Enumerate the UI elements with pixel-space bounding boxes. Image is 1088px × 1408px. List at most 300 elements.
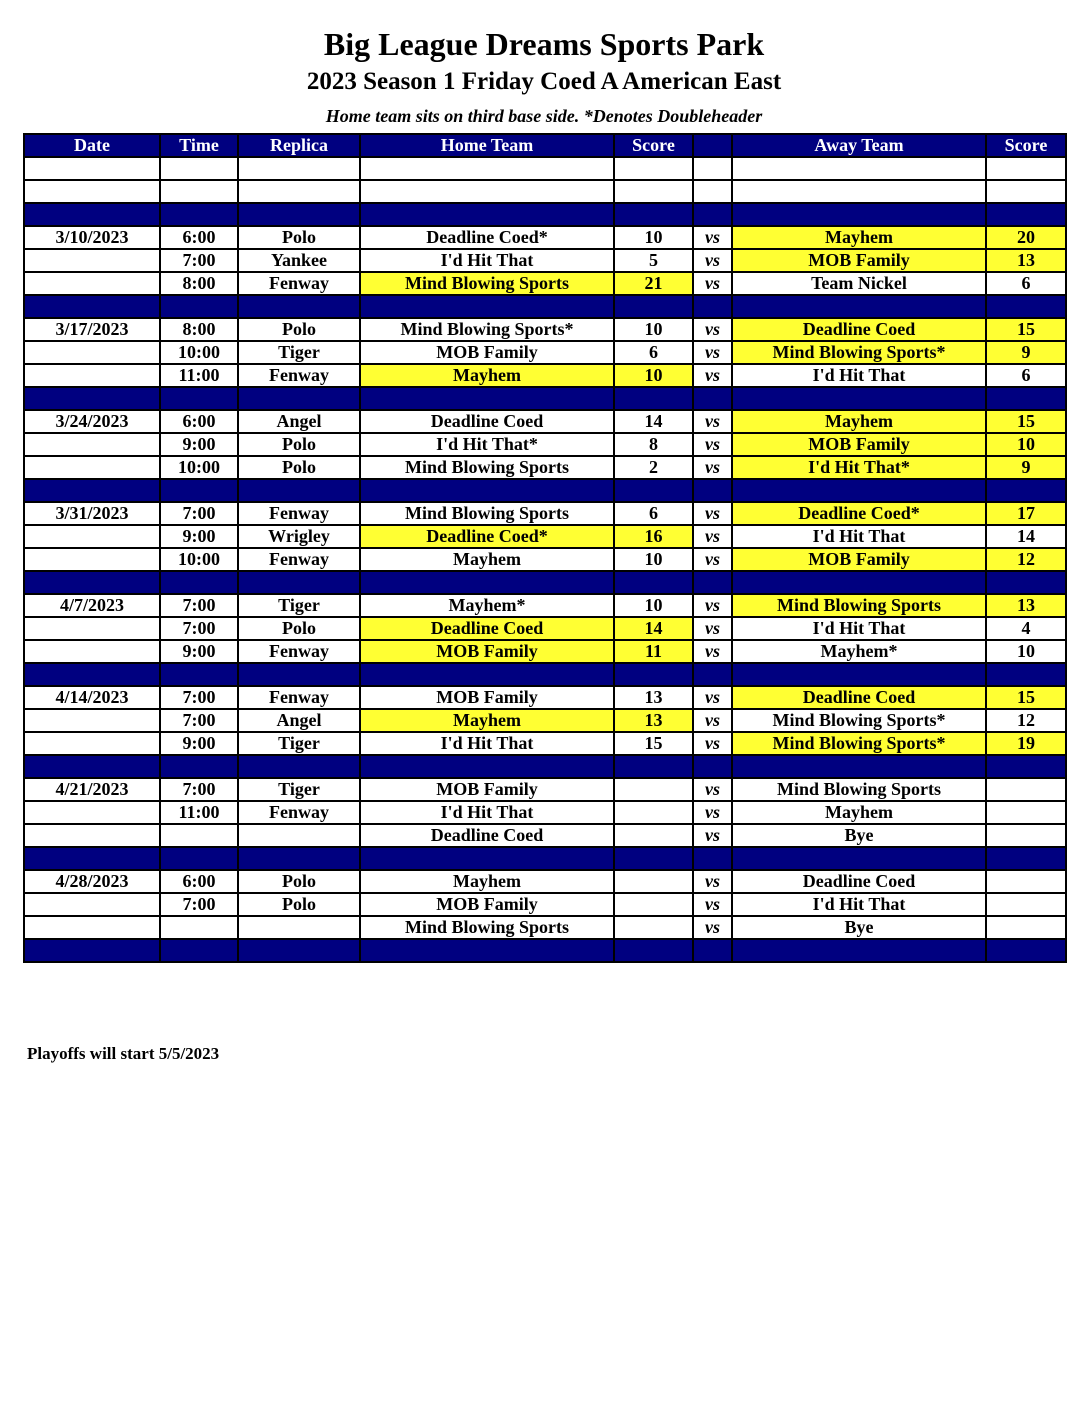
away-score-cell <box>986 801 1066 824</box>
separator-cell <box>614 387 693 410</box>
away-score-cell: 14 <box>986 525 1066 548</box>
away-score-cell: 13 <box>986 594 1066 617</box>
date-cell <box>24 364 160 387</box>
table-row <box>24 548 1066 571</box>
playoffs-note: Playoffs will start 5/5/2023 <box>27 1044 220 1063</box>
home-score-cell: 14 <box>614 410 693 433</box>
blank-cell <box>360 180 614 203</box>
away-team-cell: Mayhem* <box>732 640 986 663</box>
date-cell: 3/24/2023 <box>24 410 160 433</box>
vs-cell: vs <box>693 249 732 272</box>
blank-cell <box>238 180 360 203</box>
date-cell: 4/7/2023 <box>24 594 160 617</box>
away-team-cell: Team Nickel <box>732 272 986 295</box>
separator-cell <box>614 939 693 962</box>
replica-cell: Yankee <box>238 249 360 272</box>
col-header-vs <box>693 134 732 157</box>
separator-cell <box>238 663 360 686</box>
separator-cell <box>986 939 1066 962</box>
replica-cell: Fenway <box>238 686 360 709</box>
time-cell: 6:00 <box>160 226 238 249</box>
separator-cell <box>614 755 693 778</box>
separator-cell <box>986 387 1066 410</box>
table-row <box>24 341 1066 364</box>
date-cell <box>24 801 160 824</box>
table-row <box>24 433 1066 456</box>
away-team-cell: I'd Hit That <box>732 617 986 640</box>
date-cell <box>24 617 160 640</box>
replica-cell <box>238 824 360 847</box>
col-header-date: Date <box>24 134 160 157</box>
date-cell: 4/21/2023 <box>24 778 160 801</box>
vs-cell: vs <box>693 318 732 341</box>
col-header-home-score: Score <box>614 134 693 157</box>
separator-cell <box>238 755 360 778</box>
home-score-cell: 16 <box>614 525 693 548</box>
date-cell: 3/17/2023 <box>24 318 160 341</box>
separator-row <box>24 571 1066 594</box>
home-score-cell <box>614 801 693 824</box>
separator-cell <box>732 295 986 318</box>
separator-cell <box>693 295 732 318</box>
replica-cell: Polo <box>238 318 360 341</box>
table-row <box>24 870 1066 893</box>
home-team-cell: Deadline Coed* <box>360 226 614 249</box>
table-row <box>24 732 1066 755</box>
away-team-cell: Mind Blowing Sports* <box>732 732 986 755</box>
away-team-cell: Bye <box>732 824 986 847</box>
vs-cell: vs <box>693 548 732 571</box>
away-team-cell: I'd Hit That <box>732 525 986 548</box>
separator-cell <box>160 387 238 410</box>
time-cell: 10:00 <box>160 548 238 571</box>
separator-cell <box>238 387 360 410</box>
separator-cell <box>360 295 614 318</box>
separator-cell <box>693 847 732 870</box>
separator-cell <box>238 939 360 962</box>
time-cell: 7:00 <box>160 617 238 640</box>
separator-cell <box>238 479 360 502</box>
vs-cell: vs <box>693 686 732 709</box>
date-cell <box>24 341 160 364</box>
home-score-cell: 21 <box>614 272 693 295</box>
home-score-cell <box>614 870 693 893</box>
replica-cell: Polo <box>238 893 360 916</box>
separator-cell <box>986 295 1066 318</box>
away-team-cell: Bye <box>732 916 986 939</box>
home-team-cell: Mind Blowing Sports <box>360 916 614 939</box>
vs-cell: vs <box>693 341 732 364</box>
time-cell: 11:00 <box>160 801 238 824</box>
home-team-cell: Mayhem <box>360 709 614 732</box>
date-cell <box>24 824 160 847</box>
col-header-home-team: Home Team <box>360 134 614 157</box>
time-cell: 9:00 <box>160 732 238 755</box>
separator-cell <box>693 387 732 410</box>
time-cell: 10:00 <box>160 341 238 364</box>
date-cell <box>24 249 160 272</box>
home-team-cell: MOB Family <box>360 893 614 916</box>
replica-cell: Tiger <box>238 341 360 364</box>
blank-cell <box>238 157 360 180</box>
away-team-cell: MOB Family <box>732 433 986 456</box>
table-row <box>24 594 1066 617</box>
date-cell: 4/28/2023 <box>24 870 160 893</box>
home-score-cell: 6 <box>614 502 693 525</box>
vs-cell: vs <box>693 824 732 847</box>
away-team-cell: MOB Family <box>732 548 986 571</box>
away-team-cell: Mayhem <box>732 226 986 249</box>
separator-cell <box>732 663 986 686</box>
vs-cell: vs <box>693 617 732 640</box>
blank-cell <box>732 180 986 203</box>
home-team-cell: Mind Blowing Sports* <box>360 318 614 341</box>
time-cell: 8:00 <box>160 272 238 295</box>
date-cell: 3/31/2023 <box>24 502 160 525</box>
table-row <box>24 824 1066 847</box>
away-score-cell: 15 <box>986 410 1066 433</box>
away-score-cell <box>986 916 1066 939</box>
separator-row <box>24 479 1066 502</box>
home-score-cell <box>614 893 693 916</box>
col-header-time: Time <box>160 134 238 157</box>
vs-cell: vs <box>693 870 732 893</box>
date-cell <box>24 272 160 295</box>
date-cell <box>24 456 160 479</box>
time-cell: 7:00 <box>160 709 238 732</box>
away-team-cell: I'd Hit That <box>732 893 986 916</box>
date-cell <box>24 709 160 732</box>
date-cell <box>24 640 160 663</box>
vs-cell: vs <box>693 226 732 249</box>
separator-cell <box>24 755 160 778</box>
vs-cell: vs <box>693 502 732 525</box>
replica-cell: Fenway <box>238 548 360 571</box>
home-score-cell: 5 <box>614 249 693 272</box>
separator-cell <box>693 479 732 502</box>
date-cell <box>24 916 160 939</box>
table-row <box>24 617 1066 640</box>
table-row <box>24 410 1066 433</box>
replica-cell: Fenway <box>238 502 360 525</box>
time-cell: 9:00 <box>160 640 238 663</box>
replica-cell: Polo <box>238 456 360 479</box>
time-cell: 8:00 <box>160 318 238 341</box>
separator-cell <box>24 387 160 410</box>
time-cell: 7:00 <box>160 686 238 709</box>
table-row <box>24 364 1066 387</box>
blank-row <box>24 157 1066 180</box>
time-cell <box>160 916 238 939</box>
vs-cell: vs <box>693 893 732 916</box>
table-header-row <box>24 134 1066 157</box>
time-cell: 7:00 <box>160 893 238 916</box>
separator-cell <box>986 203 1066 226</box>
table-row <box>24 893 1066 916</box>
home-team-cell: Mayhem <box>360 870 614 893</box>
blank-cell <box>160 157 238 180</box>
replica-cell: Polo <box>238 433 360 456</box>
replica-cell: Polo <box>238 617 360 640</box>
vs-cell: vs <box>693 640 732 663</box>
col-header-away-team: Away Team <box>732 134 986 157</box>
away-score-cell: 15 <box>986 318 1066 341</box>
away-score-cell: 12 <box>986 548 1066 571</box>
home-team-cell: I'd Hit That <box>360 249 614 272</box>
table-row <box>24 502 1066 525</box>
separator-cell <box>732 755 986 778</box>
separator-cell <box>160 939 238 962</box>
vs-cell: vs <box>693 732 732 755</box>
vs-cell: vs <box>693 364 732 387</box>
away-score-cell: 4 <box>986 617 1066 640</box>
separator-cell <box>160 663 238 686</box>
table-row <box>24 916 1066 939</box>
separator-cell <box>160 755 238 778</box>
vs-cell: vs <box>693 433 732 456</box>
replica-cell: Angel <box>238 410 360 433</box>
date-cell <box>24 732 160 755</box>
schedule-note: Home team sits on third base side. *Denotes Doubleheader <box>325 106 763 126</box>
away-team-cell: Mind Blowing Sports* <box>732 341 986 364</box>
away-score-cell: 20 <box>986 226 1066 249</box>
separator-cell <box>986 755 1066 778</box>
away-score-cell <box>986 778 1066 801</box>
table-row <box>24 226 1066 249</box>
time-cell: 11:00 <box>160 364 238 387</box>
away-team-cell: Deadline Coed <box>732 686 986 709</box>
away-score-cell: 6 <box>986 364 1066 387</box>
blank-cell <box>360 157 614 180</box>
replica-cell: Tiger <box>238 594 360 617</box>
home-team-cell: Mayhem <box>360 548 614 571</box>
home-team-cell: Deadline Coed <box>360 617 614 640</box>
vs-cell: vs <box>693 272 732 295</box>
home-score-cell: 2 <box>614 456 693 479</box>
separator-cell <box>238 203 360 226</box>
time-cell: 7:00 <box>160 502 238 525</box>
separator-cell <box>24 663 160 686</box>
away-score-cell: 17 <box>986 502 1066 525</box>
away-score-cell: 10 <box>986 433 1066 456</box>
home-team-cell: I'd Hit That <box>360 801 614 824</box>
home-score-cell: 11 <box>614 640 693 663</box>
home-team-cell: Deadline Coed <box>360 824 614 847</box>
away-team-cell: Mind Blowing Sports <box>732 594 986 617</box>
vs-cell: vs <box>693 525 732 548</box>
time-cell: 9:00 <box>160 525 238 548</box>
away-team-cell: Mayhem <box>732 801 986 824</box>
home-team-cell: Mind Blowing Sports <box>360 272 614 295</box>
away-team-cell: MOB Family <box>732 249 986 272</box>
separator-cell <box>614 847 693 870</box>
blank-cell <box>160 180 238 203</box>
home-score-cell: 8 <box>614 433 693 456</box>
replica-cell: Fenway <box>238 364 360 387</box>
separator-cell <box>24 479 160 502</box>
home-team-cell: Mayhem <box>360 364 614 387</box>
col-header-replica: Replica <box>238 134 360 157</box>
replica-cell: Tiger <box>238 778 360 801</box>
away-score-cell: 15 <box>986 686 1066 709</box>
separator-cell <box>614 663 693 686</box>
date-cell <box>24 893 160 916</box>
time-cell: 6:00 <box>160 410 238 433</box>
separator-cell <box>360 755 614 778</box>
home-score-cell <box>614 916 693 939</box>
separator-cell <box>732 571 986 594</box>
page-title: Big League Dreams Sports Park <box>323 26 765 62</box>
home-team-cell: MOB Family <box>360 686 614 709</box>
blank-cell <box>614 180 693 203</box>
time-cell: 7:00 <box>160 778 238 801</box>
separator-cell <box>360 663 614 686</box>
date-cell <box>24 525 160 548</box>
separator-cell <box>360 939 614 962</box>
replica-cell: Fenway <box>238 640 360 663</box>
home-team-cell: Mind Blowing Sports <box>360 502 614 525</box>
table-row <box>24 686 1066 709</box>
replica-cell: Fenway <box>238 272 360 295</box>
separator-cell <box>614 571 693 594</box>
away-score-cell <box>986 824 1066 847</box>
separator-cell <box>24 203 160 226</box>
separator-cell <box>614 203 693 226</box>
separator-cell <box>160 295 238 318</box>
replica-cell: Polo <box>238 870 360 893</box>
replica-cell: Wrigley <box>238 525 360 548</box>
separator-row <box>24 387 1066 410</box>
separator-cell <box>693 203 732 226</box>
table-row <box>24 318 1066 341</box>
away-team-cell: Deadline Coed* <box>732 502 986 525</box>
table-row <box>24 778 1066 801</box>
blank-cell <box>986 180 1066 203</box>
col-header-away-score: Score <box>986 134 1066 157</box>
separator-cell <box>693 571 732 594</box>
table-row <box>24 249 1066 272</box>
separator-cell <box>238 571 360 594</box>
separator-cell <box>732 939 986 962</box>
vs-cell: vs <box>693 594 732 617</box>
separator-row <box>24 295 1066 318</box>
separator-cell <box>732 479 986 502</box>
home-team-cell: MOB Family <box>360 341 614 364</box>
away-score-cell <box>986 870 1066 893</box>
blank-cell <box>693 180 732 203</box>
blank-cell <box>24 157 160 180</box>
home-score-cell: 10 <box>614 318 693 341</box>
time-cell: 9:00 <box>160 433 238 456</box>
home-score-cell: 10 <box>614 364 693 387</box>
vs-cell: vs <box>693 916 732 939</box>
home-score-cell: 6 <box>614 341 693 364</box>
separator-cell <box>732 387 986 410</box>
table-row <box>24 525 1066 548</box>
separator-cell <box>732 203 986 226</box>
blank-cell <box>986 157 1066 180</box>
away-score-cell: 13 <box>986 249 1066 272</box>
separator-cell <box>614 295 693 318</box>
blank-row <box>24 180 1066 203</box>
home-score-cell: 13 <box>614 686 693 709</box>
away-score-cell: 6 <box>986 272 1066 295</box>
separator-cell <box>24 847 160 870</box>
vs-cell: vs <box>693 801 732 824</box>
blank-cell <box>732 157 986 180</box>
table-row <box>24 456 1066 479</box>
away-team-cell: I'd Hit That <box>732 364 986 387</box>
time-cell: 7:00 <box>160 249 238 272</box>
separator-row <box>24 939 1066 962</box>
separator-cell <box>24 571 160 594</box>
time-cell: 7:00 <box>160 594 238 617</box>
home-team-cell: MOB Family <box>360 778 614 801</box>
separator-cell <box>693 755 732 778</box>
separator-cell <box>986 571 1066 594</box>
separator-cell <box>614 479 693 502</box>
table-row <box>24 272 1066 295</box>
home-score-cell <box>614 824 693 847</box>
away-team-cell: Mind Blowing Sports* <box>732 709 986 732</box>
replica-cell: Angel <box>238 709 360 732</box>
table-row <box>24 640 1066 663</box>
separator-cell <box>360 203 614 226</box>
away-score-cell: 12 <box>986 709 1066 732</box>
schedule-body <box>24 157 1066 962</box>
away-score-cell: 9 <box>986 456 1066 479</box>
vs-cell: vs <box>693 410 732 433</box>
table-row <box>24 709 1066 732</box>
home-team-cell: Mayhem* <box>360 594 614 617</box>
blank-cell <box>614 157 693 180</box>
separator-cell <box>160 203 238 226</box>
separator-cell <box>360 571 614 594</box>
vs-cell: vs <box>693 456 732 479</box>
home-score-cell: 10 <box>614 548 693 571</box>
home-score-cell: 13 <box>614 709 693 732</box>
away-team-cell: Deadline Coed <box>732 318 986 341</box>
separator-cell <box>693 939 732 962</box>
separator-cell <box>160 479 238 502</box>
away-team-cell: Deadline Coed <box>732 870 986 893</box>
replica-cell: Polo <box>238 226 360 249</box>
separator-cell <box>986 847 1066 870</box>
separator-cell <box>360 847 614 870</box>
separator-row <box>24 847 1066 870</box>
replica-cell <box>238 916 360 939</box>
separator-cell <box>238 847 360 870</box>
date-cell <box>24 433 160 456</box>
away-team-cell: I'd Hit That* <box>732 456 986 479</box>
home-team-cell: Deadline Coed* <box>360 525 614 548</box>
away-score-cell: 19 <box>986 732 1066 755</box>
page-subtitle: 2023 Season 1 Friday Coed A American East <box>306 68 782 95</box>
home-team-cell: I'd Hit That <box>360 732 614 755</box>
home-team-cell: Deadline Coed <box>360 410 614 433</box>
away-team-cell: Mayhem <box>732 410 986 433</box>
separator-cell <box>360 479 614 502</box>
blank-cell <box>24 180 160 203</box>
replica-cell: Tiger <box>238 732 360 755</box>
separator-cell <box>160 571 238 594</box>
time-cell: 10:00 <box>160 456 238 479</box>
home-team-cell: I'd Hit That* <box>360 433 614 456</box>
separator-cell <box>24 295 160 318</box>
home-score-cell <box>614 778 693 801</box>
away-team-cell: Mind Blowing Sports <box>732 778 986 801</box>
vs-cell: vs <box>693 778 732 801</box>
